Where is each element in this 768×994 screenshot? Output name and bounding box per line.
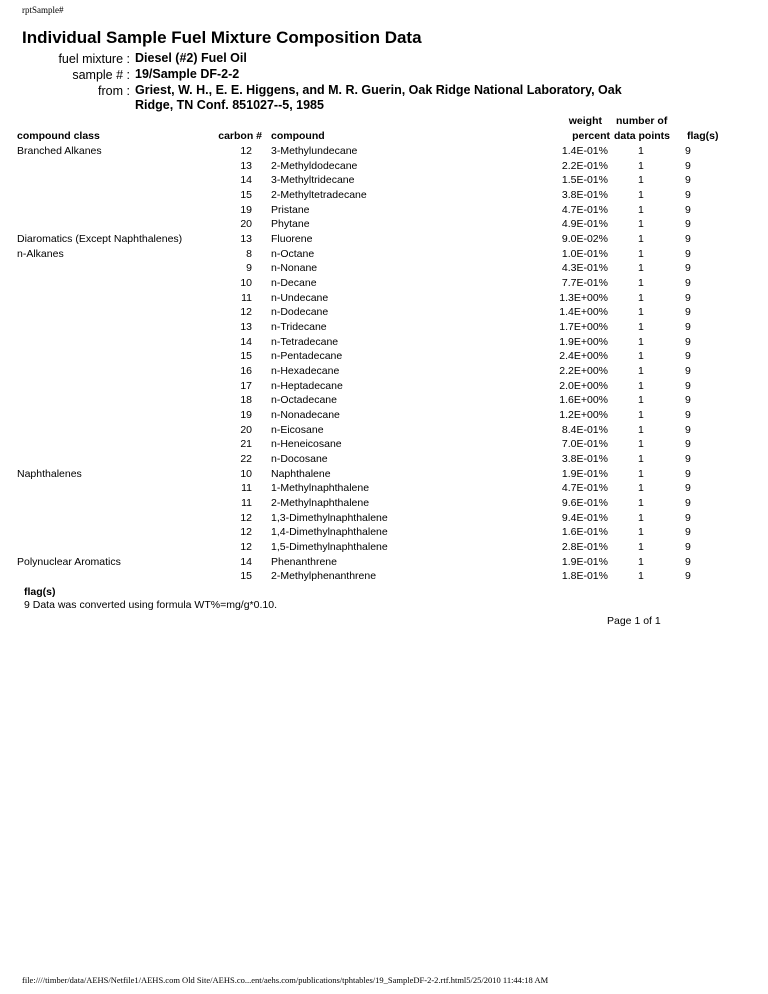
cell-flag: 9 (685, 145, 691, 157)
cell-compound: n-Eicosane (271, 423, 324, 436)
cell-data-points: 1 (638, 394, 644, 407)
cell-weight-percent: 2.8E-01% (561, 541, 608, 554)
cell-compound: Phytane (271, 218, 310, 231)
cell-flag: 9 (685, 174, 691, 187)
cell-compound: n-Docosane (271, 453, 328, 466)
cell-carbon-number: 20 (240, 423, 252, 436)
cell-weight-percent: 1.7E+00% (559, 321, 608, 334)
cell-compound-class: Polynuclear Aromatics (17, 555, 121, 568)
cell-compound: n-Hexadecane (271, 365, 340, 378)
cell-carbon-number: 12 (240, 541, 252, 554)
cell-compound: n-Tridecane (271, 321, 327, 334)
cell-data-points: 1 (638, 453, 644, 466)
cell-flag: 9 (685, 570, 691, 583)
sample-label: sample # : (72, 68, 130, 82)
cell-data-points: 1 (638, 409, 644, 422)
table-row (0, 540, 768, 555)
flag-note: 9 Data was converted using formula WT%=mg/g*0.10. (24, 599, 277, 611)
cell-data-points: 1 (638, 379, 644, 392)
table-row (0, 173, 768, 188)
cell-compound: 3-Methylundecane (271, 145, 358, 157)
cell-compound: Pristane (271, 203, 310, 216)
cell-data-points: 1 (638, 277, 644, 290)
table-row (0, 335, 768, 350)
cell-data-points: 1 (638, 570, 644, 583)
from-value-line2: Ridge, TN Conf. 851027--5, 1985 (135, 98, 324, 112)
cell-compound: 1-Methylnaphthalene (271, 482, 370, 495)
cell-carbon-number: 11 (241, 291, 252, 304)
cell-flag: 9 (685, 497, 691, 510)
cell-data-points: 1 (638, 335, 644, 348)
cell-flag: 9 (685, 306, 691, 319)
table-row (0, 437, 768, 452)
cell-flag: 9 (685, 453, 691, 466)
cell-carbon-number: 15 (240, 570, 252, 583)
cell-carbon-number: 21 (240, 438, 252, 451)
cell-flag: 9 (685, 203, 691, 216)
header-carbon: carbon # (218, 130, 262, 142)
from-value-line1: Griest, W. H., E. E. Higgens, and M. R. Guerin, Oak Ridge National Laboratory, Oak (135, 83, 622, 97)
table-row (0, 569, 768, 584)
cell-weight-percent: 4.3E-01% (561, 262, 608, 275)
cell-weight-percent: 9.6E-01% (561, 497, 608, 510)
cell-weight-percent: 4.7E-01% (561, 482, 608, 495)
cell-compound: 3-Methyltridecane (271, 174, 355, 187)
cell-weight-percent: 1.8E-01% (561, 570, 608, 583)
table-row (0, 261, 768, 276)
cell-flag: 9 (685, 291, 691, 304)
header-compound: compound (271, 130, 325, 142)
cell-weight-percent: 1.6E-01% (561, 526, 608, 539)
cell-carbon-number: 19 (240, 203, 252, 216)
cell-weight-percent: 1.3E+00% (559, 291, 608, 304)
cell-weight-percent: 1.5E-01% (561, 174, 608, 187)
cell-carbon-number: 18 (240, 394, 252, 407)
table-row (0, 159, 768, 174)
header-compound-class: compound class (17, 130, 100, 142)
fuel-mixture-value: Diesel (#2) Fuel Oil (135, 51, 247, 65)
cell-data-points: 1 (638, 159, 644, 172)
cell-data-points: 1 (638, 438, 644, 451)
cell-data-points: 1 (638, 291, 644, 304)
cell-compound: 2-Methylphenanthrene (271, 570, 377, 583)
cell-compound: Phenanthrene (271, 555, 337, 568)
page-number: Page 1 of 1 (607, 615, 661, 627)
cell-flag: 9 (685, 218, 691, 231)
cell-compound: n-Decane (271, 277, 317, 290)
fuel-mixture-label: fuel mixture : (58, 52, 130, 66)
composition-table (0, 144, 768, 584)
cell-carbon-number: 12 (240, 145, 252, 157)
cell-compound: n-Octadecane (271, 394, 337, 407)
cell-flag: 9 (685, 467, 691, 480)
cell-weight-percent: 2.0E+00% (559, 379, 608, 392)
cell-data-points: 1 (638, 511, 644, 524)
cell-weight-percent: 1.0E-01% (561, 247, 608, 260)
cell-carbon-number: 12 (240, 511, 252, 524)
cell-flag: 9 (685, 394, 691, 407)
cell-data-points: 1 (638, 365, 644, 378)
table-row (0, 467, 768, 482)
cell-flag: 9 (685, 189, 691, 202)
cell-flag: 9 (685, 262, 691, 275)
cell-compound: Naphthalene (271, 467, 331, 480)
cell-flag: 9 (685, 350, 691, 363)
cell-carbon-number: 19 (240, 409, 252, 422)
cell-compound-class: Diaromatics (Except Naphthalenes) (17, 233, 183, 246)
table-row (0, 481, 768, 496)
cell-weight-percent: 7.7E-01% (561, 277, 608, 290)
table-row (0, 203, 768, 218)
cell-data-points: 1 (638, 247, 644, 260)
cell-data-points: 1 (638, 541, 644, 554)
header-points-line1: number of (616, 115, 668, 127)
cell-data-points: 1 (638, 526, 644, 539)
table-row (0, 320, 768, 335)
cell-carbon-number: 13 (240, 321, 252, 334)
cell-carbon-number: 11 (241, 482, 252, 495)
cell-flag: 9 (685, 379, 691, 392)
cell-data-points: 1 (638, 189, 644, 202)
cell-carbon-number: 14 (240, 335, 252, 348)
table-row (0, 525, 768, 540)
cell-carbon-number: 22 (240, 453, 252, 466)
cell-weight-percent: 9.0E-02% (561, 233, 608, 246)
cell-flag: 9 (685, 555, 691, 568)
sample-value: 19/Sample DF-2-2 (135, 67, 240, 81)
cell-data-points: 1 (638, 423, 644, 436)
cell-compound: 2-Methyldodecane (271, 159, 358, 172)
cell-weight-percent: 1.6E+00% (559, 394, 608, 407)
cell-data-points: 1 (638, 145, 644, 157)
cell-carbon-number: 12 (240, 526, 252, 539)
cell-compound: n-Octane (271, 247, 315, 260)
cell-compound-class: Naphthalenes (17, 467, 82, 480)
cell-carbon-number: 10 (240, 277, 252, 290)
table-row (0, 349, 768, 364)
cell-flag: 9 (685, 511, 691, 524)
cell-flag: 9 (685, 438, 691, 451)
cell-compound: 1,4-Dimethylnaphthalene (271, 526, 388, 539)
cell-data-points: 1 (638, 555, 644, 568)
cell-carbon-number: 9 (246, 262, 252, 275)
cell-carbon-number: 13 (240, 233, 252, 246)
cell-weight-percent: 1.4E-01% (561, 145, 608, 157)
cell-weight-percent: 9.4E-01% (561, 511, 608, 524)
cell-compound: n-Nonadecane (271, 409, 340, 422)
cell-weight-percent: 3.8E-01% (561, 453, 608, 466)
cell-weight-percent: 1.9E-01% (561, 555, 608, 568)
cell-flag: 9 (685, 423, 691, 436)
cell-carbon-number: 20 (240, 218, 252, 231)
cell-weight-percent: 1.2E+00% (559, 409, 608, 422)
cell-compound: 1,3-Dimethylnaphthalene (271, 511, 388, 524)
cell-data-points: 1 (638, 218, 644, 231)
table-row (0, 144, 768, 159)
cell-weight-percent: 4.7E-01% (561, 203, 608, 216)
cell-flag: 9 (685, 159, 691, 172)
cell-flag: 9 (685, 321, 691, 334)
table-row (0, 379, 768, 394)
cell-carbon-number: 12 (240, 306, 252, 319)
cell-weight-percent: 2.4E+00% (559, 350, 608, 363)
cell-weight-percent: 1.9E-01% (561, 467, 608, 480)
cell-weight-percent: 4.9E-01% (561, 218, 608, 231)
cell-flag: 9 (685, 482, 691, 495)
cell-compound: n-Heptadecane (271, 379, 343, 392)
cell-carbon-number: 14 (240, 555, 252, 568)
cell-data-points: 1 (638, 482, 644, 495)
cell-data-points: 1 (638, 203, 644, 216)
cell-compound: 2-Methyltetradecane (271, 189, 367, 202)
table-row (0, 496, 768, 511)
flag-section-title: flag(s) (24, 586, 56, 598)
header-weight-line2: percent (572, 130, 610, 142)
cell-flag: 9 (685, 526, 691, 539)
cell-data-points: 1 (638, 306, 644, 319)
cell-carbon-number: 15 (240, 189, 252, 202)
table-row (0, 276, 768, 291)
cell-data-points: 1 (638, 174, 644, 187)
cell-carbon-number: 8 (246, 247, 252, 260)
table-row (0, 511, 768, 526)
header-points-line2: data points (614, 130, 671, 142)
table-row (0, 232, 768, 247)
table-row (0, 408, 768, 423)
cell-flag: 9 (685, 541, 691, 554)
cell-carbon-number: 10 (240, 467, 252, 480)
cell-carbon-number: 13 (240, 159, 252, 172)
cell-weight-percent: 2.2E-01% (561, 159, 608, 172)
cell-weight-percent: 7.0E-01% (561, 438, 608, 451)
cell-compound: Fluorene (271, 233, 313, 246)
cell-compound: n-Pentadecane (271, 350, 343, 363)
cell-flag: 9 (685, 233, 691, 246)
table-row (0, 247, 768, 262)
table-row (0, 364, 768, 379)
cell-carbon-number: 17 (240, 379, 252, 392)
cell-weight-percent: 3.8E-01% (561, 189, 608, 202)
footer-url: file:////timber/data/AEHS/Netfile1/AEHS.com Old Site/AEHS.co...ent/aehs.com/publications/tphtables/19_SampleDF-2-2.rtf.html5/25/2010 11:44:18 AM (22, 975, 549, 985)
header-flags: flag(s) (687, 130, 719, 142)
cell-flag: 9 (685, 335, 691, 348)
table-row (0, 555, 768, 570)
cell-carbon-number: 14 (240, 174, 252, 187)
cell-compound: n-Dodecane (271, 306, 329, 319)
cell-weight-percent: 1.9E+00% (559, 335, 608, 348)
table-row (0, 217, 768, 232)
cell-flag: 9 (685, 365, 691, 378)
cell-weight-percent: 8.4E-01% (561, 423, 608, 436)
cell-compound: n-Heneicosane (271, 438, 342, 451)
cell-data-points: 1 (638, 497, 644, 510)
page-title: Individual Sample Fuel Mixture Composition Data (22, 28, 422, 47)
cell-data-points: 1 (638, 262, 644, 275)
table-row (0, 188, 768, 203)
cell-flag: 9 (685, 247, 691, 260)
cell-compound: 2-Methylnaphthalene (271, 497, 370, 510)
cell-compound-class: Branched Alkanes (17, 145, 102, 157)
table-row (0, 423, 768, 438)
cell-compound: n-Tetradecane (271, 335, 339, 348)
header-weight-line1: weight (568, 115, 602, 127)
from-label: from : (98, 84, 130, 98)
cell-data-points: 1 (638, 350, 644, 363)
cell-flag: 9 (685, 277, 691, 290)
cell-weight-percent: 2.2E+00% (559, 365, 608, 378)
table-row (0, 393, 768, 408)
cell-compound: n-Nonane (271, 262, 318, 275)
table-row (0, 305, 768, 320)
cell-carbon-number: 11 (241, 497, 252, 510)
cell-data-points: 1 (638, 321, 644, 334)
cell-compound: n-Undecane (271, 291, 329, 304)
cell-compound-class: n-Alkanes (17, 247, 64, 260)
browser-header-title: rptSample# (22, 5, 64, 15)
table-row (0, 452, 768, 467)
cell-flag: 9 (685, 409, 691, 422)
cell-carbon-number: 15 (240, 350, 252, 363)
cell-data-points: 1 (638, 467, 644, 480)
cell-data-points: 1 (638, 233, 644, 246)
cell-carbon-number: 16 (240, 365, 252, 378)
cell-compound: 1,5-Dimethylnaphthalene (271, 541, 388, 554)
cell-weight-percent: 1.4E+00% (559, 306, 608, 319)
table-row (0, 291, 768, 306)
